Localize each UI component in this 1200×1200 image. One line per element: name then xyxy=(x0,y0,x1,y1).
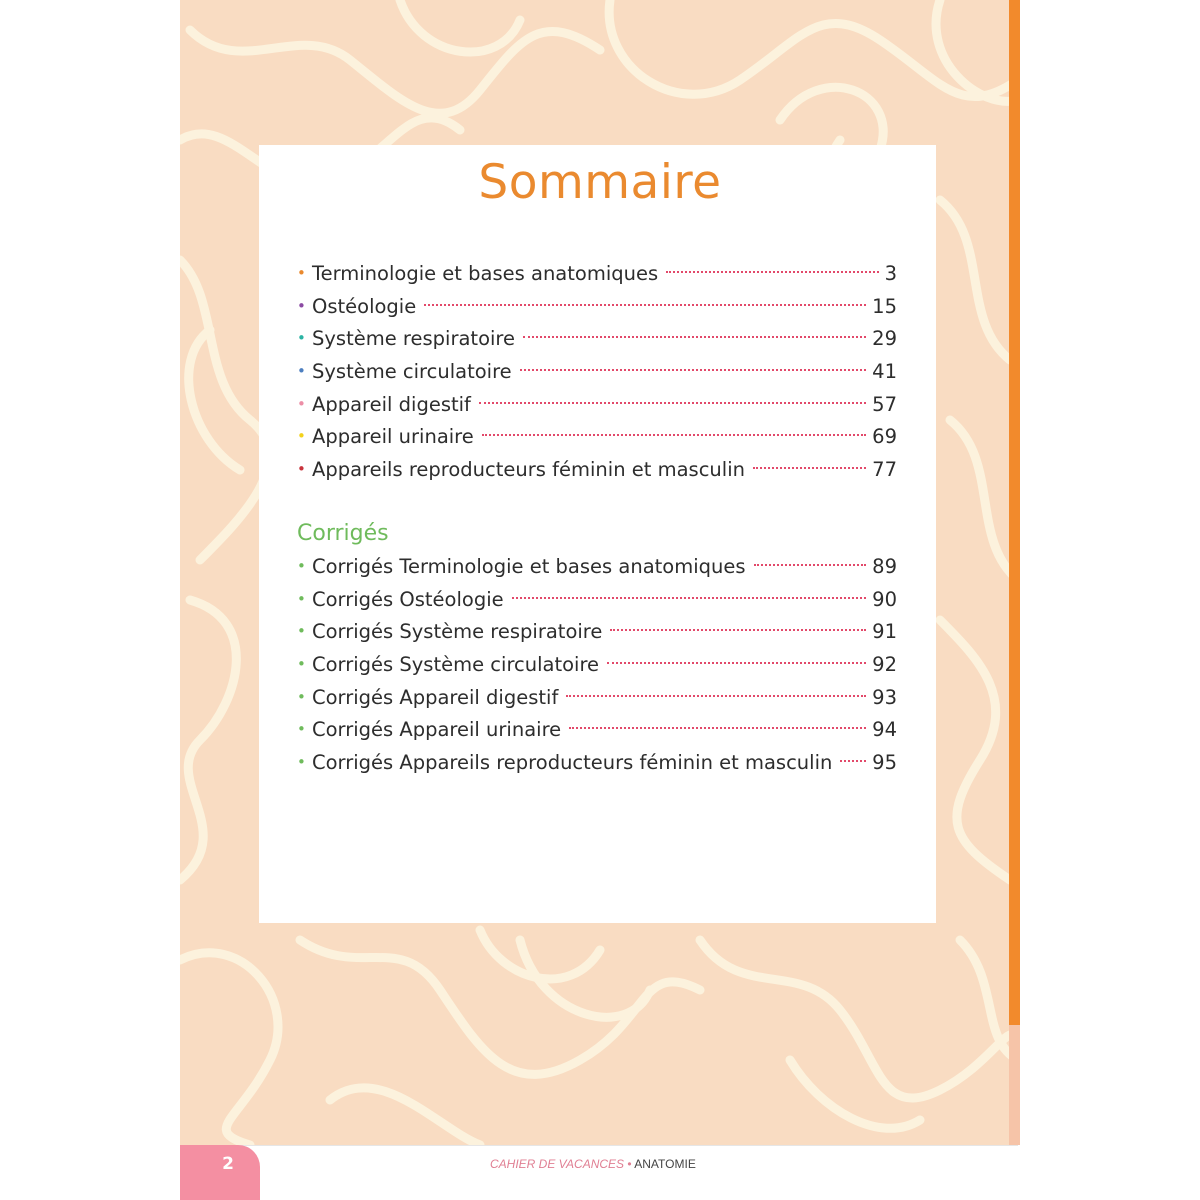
running-footer xyxy=(490,1157,696,1171)
toc-entry-page: 57 xyxy=(872,392,897,416)
bullet-icon: • xyxy=(297,394,306,413)
toc-entry-page: 3 xyxy=(884,262,897,285)
bullet-icon: • xyxy=(297,329,306,348)
toc-entry[interactable] xyxy=(297,714,897,747)
dot-leader xyxy=(840,760,866,762)
dot-leader xyxy=(607,662,866,664)
toc-entry[interactable] xyxy=(297,323,897,356)
toc-entry[interactable] xyxy=(297,682,897,715)
dot-leader xyxy=(520,369,867,371)
toc-entry-label: Corrigés Système circulatoire xyxy=(312,653,600,677)
bullet-icon: • xyxy=(297,655,306,674)
toc-entry-label: Corrigés Appareil urinaire xyxy=(312,718,562,742)
page-number-tab xyxy=(180,1145,260,1200)
toc-entry-label: Appareil digestif xyxy=(312,392,471,416)
corriges-list xyxy=(297,551,897,780)
subject-title: ANATOMIE xyxy=(634,1157,696,1171)
toc-entry[interactable] xyxy=(297,584,897,617)
toc-entry[interactable] xyxy=(297,616,897,649)
side-strip-edge xyxy=(1009,1025,1020,1145)
bullet-icon: • xyxy=(297,557,306,575)
dot-leader xyxy=(482,434,866,436)
toc-entry-page: 89 xyxy=(872,555,897,578)
dot-leader xyxy=(610,629,866,631)
toc-entry-page: 29 xyxy=(872,327,897,351)
toc-entry[interactable] xyxy=(297,454,897,487)
bullet-icon: • xyxy=(297,753,306,772)
toc-entry-page: 15 xyxy=(872,294,897,318)
toc-entry[interactable] xyxy=(297,356,897,389)
bullet-icon: • xyxy=(297,362,306,381)
toc-entry-label: Système circulatoire xyxy=(312,360,512,384)
dot-leader xyxy=(566,695,866,697)
bullet-icon: • xyxy=(297,264,306,282)
toc-entry-label: Système respiratoire xyxy=(312,327,515,351)
toc-entry[interactable] xyxy=(297,747,897,780)
toc-entry-label: Ostéologie xyxy=(312,294,417,318)
dot-leader xyxy=(569,727,866,729)
bullet-icon: • xyxy=(297,589,306,608)
bullet-icon: • xyxy=(297,622,306,641)
page-title: Sommaire xyxy=(478,155,722,210)
toc-entry[interactable] xyxy=(297,421,897,454)
dot-leader xyxy=(424,304,866,306)
series-title: CAHIER DE VACANCES xyxy=(490,1157,625,1171)
toc-entry[interactable] xyxy=(297,551,897,584)
toc-entry[interactable] xyxy=(297,291,897,324)
toc-entry-label: Terminologie et bases anatomiques xyxy=(312,262,659,285)
toc-entry-label: Appareils reproducteurs féminin et masculin xyxy=(312,458,745,482)
toc-entry-label: Corrigés Terminologie et bases anatomiques xyxy=(312,555,746,578)
bullet-icon: • xyxy=(297,720,306,739)
footer-separator: • xyxy=(627,1157,632,1171)
toc-entry-page: 93 xyxy=(872,685,897,709)
toc-entry-page: 94 xyxy=(872,718,897,742)
toc-entry-page: 91 xyxy=(872,620,897,644)
dot-leader xyxy=(479,402,866,404)
page-number: 2 xyxy=(222,1154,234,1174)
toc-entry-label: Corrigés Système respiratoire xyxy=(312,620,603,644)
toc-entry-page: 69 xyxy=(872,425,897,449)
toc-entry-label: Appareil urinaire xyxy=(312,425,474,449)
dot-leader xyxy=(753,467,866,469)
bullet-icon: • xyxy=(297,460,306,479)
corriges-section xyxy=(297,519,897,780)
dot-leader xyxy=(754,564,867,566)
toc-entry-label: Corrigés Appareil digestif xyxy=(312,685,559,709)
toc-entry-label: Corrigés Ostéologie xyxy=(312,587,504,611)
footer-divider xyxy=(180,1145,1018,1146)
toc-entry-page: 95 xyxy=(872,751,897,775)
table-of-contents xyxy=(297,258,897,487)
toc-entry[interactable] xyxy=(297,389,897,422)
dot-leader xyxy=(666,271,878,273)
bullet-icon: • xyxy=(297,687,306,706)
toc-entry-page: 90 xyxy=(872,587,897,611)
bullet-icon: • xyxy=(297,296,306,315)
dot-leader xyxy=(512,597,867,599)
toc-entry[interactable] xyxy=(297,258,897,291)
orange-side-strip xyxy=(1009,0,1020,1025)
toc-entry-page: 77 xyxy=(872,458,897,482)
toc-entry-page: 41 xyxy=(872,360,897,384)
toc-entry[interactable] xyxy=(297,649,897,682)
bullet-icon: • xyxy=(297,427,306,446)
corriges-heading: Corrigés xyxy=(297,521,389,546)
toc-entry-page: 92 xyxy=(872,653,897,677)
toc-entry-label: Corrigés Appareils reproducteurs féminin et masculin xyxy=(312,751,833,775)
dot-leader xyxy=(523,336,866,338)
